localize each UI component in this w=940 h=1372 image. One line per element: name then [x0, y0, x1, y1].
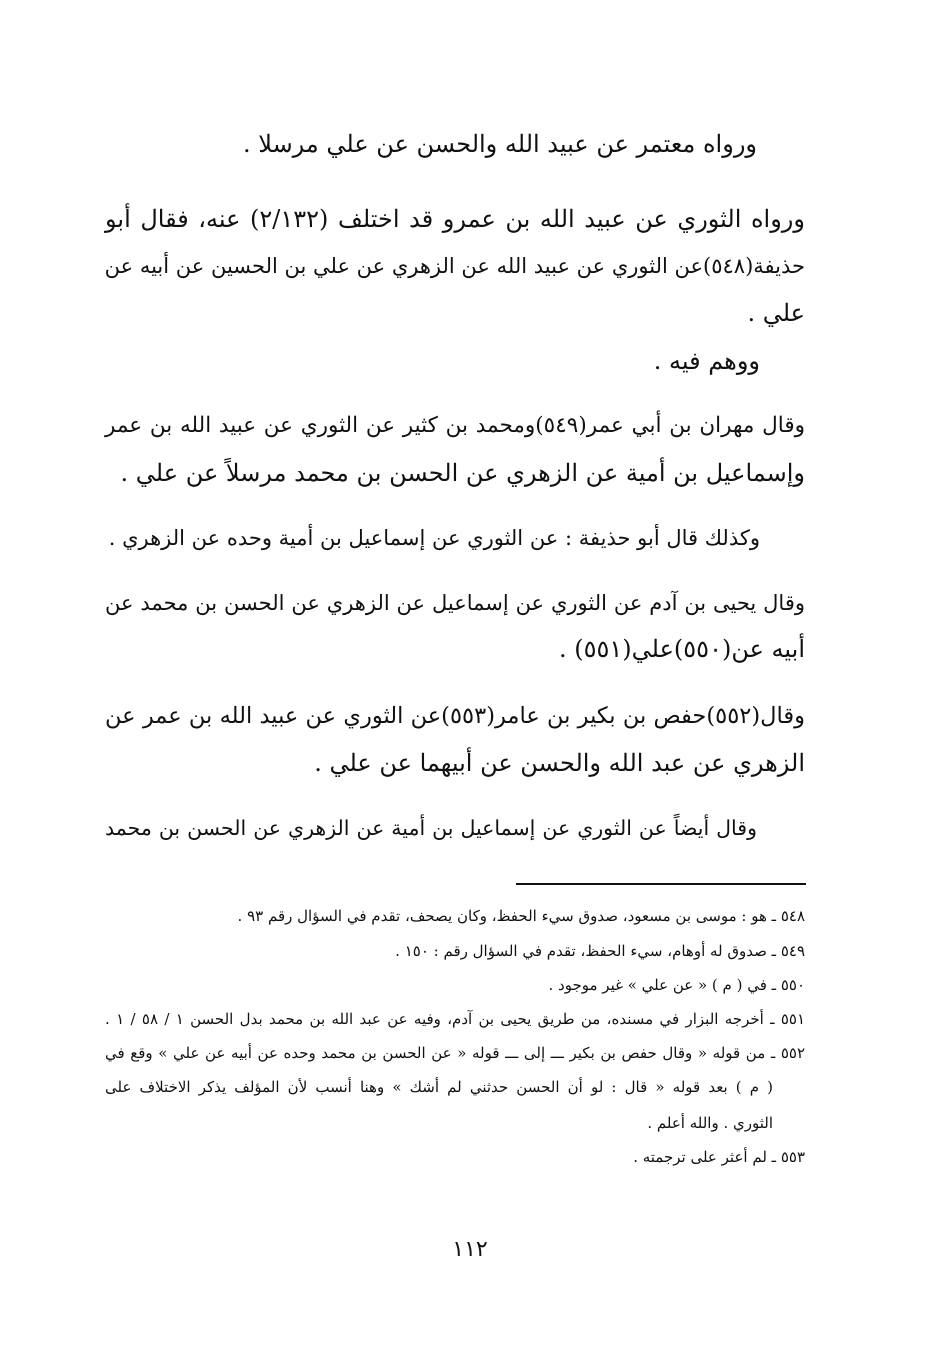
body-line-3: حذيفة(٥٤٨)عن الثوري عن عبيد الله عن الزهري عن علي بن الحسين عن أبيه عن [104, 254, 805, 278]
footnote-549: ٥٤٩ ـ صدوق له أوهام، سيء الحفظ، تقدم في السؤال رقم : ١٥٠ . [395, 942, 805, 960]
body-line-5: ووهم فيه . [653, 347, 760, 375]
page-number: ١١٢ [452, 1237, 488, 1262]
footnote-divider [516, 883, 806, 885]
footnote-551: ٥٥١ ـ أخرجه البزار في مسنده، من طريق يحيى بن آدم، وفيه عن عبد الله بن محمد بدل الحسن ١ / ٥٨ / ١ . [105, 1010, 806, 1028]
body-line-11: وقال(٥٥٢)حفص بن بكير بن عامر(٥٥٣)عن الثوري عن عبيد الله بن عمر عن [105, 703, 805, 729]
footnote-550: ٥٥٠ ـ في ( م ) « عن علي » غير موجود . [548, 976, 805, 994]
body-line-12: الزهري عن عبد الله والحسن عن أبيهما عن علي . [314, 749, 805, 777]
body-line-4: علي . [747, 299, 805, 327]
footnote-553: ٥٥٣ ـ لم أعثر على ترجمته . [633, 1148, 805, 1166]
body-line-13: وقال أيضاً عن الثوري عن إسماعيل بن أمية عن الزهري عن الحسن بن محمد [105, 816, 757, 840]
footnote-548: ٥٤٨ ـ هو : موسى بن مسعود، صدوق سيء الحفظ، وكان يصحف، تقدم في السؤال رقم ٩٣ . [237, 907, 805, 925]
footnote-552: ٥٥٢ ـ من قوله « وقال حفص بن بكير ـــ إلى ـــ قوله « عن الحسن بن محمد وحده عن أبيه عن علي » وقع في [105, 1044, 805, 1062]
body-line-7: وإسماعيل بن أمية عن الزهري عن الحسن بن محمد مرسلاً عن علي . [120, 459, 805, 487]
body-line-2: ورواه الثوري عن عبيد الله بن عمرو قد اختلف (٢/١٣٢) عنه، فقال أبو [105, 205, 805, 233]
body-line-6: وقال مهران بن أبي عمر(٥٤٩)ومحمد بن كثير عن الثوري عن عبيد الله بن عمر [105, 413, 805, 438]
body-line-10: أبيه عن(٥٥٠)علي(٥٥١) . [558, 635, 805, 663]
body-line-9: وقال يحيى بن آدم عن الثوري عن إسماعيل عن الزهري عن الحسن بن محمد عن [105, 591, 805, 615]
footnote-552-continued: ( م ) بعد قوله « قال : لو أن الحسن حدثني لم أشك » وهنا أنسب لأن المؤلف يذكر الاختلاف على [105, 1078, 773, 1096]
body-line-8: وكذلك قال أبو حذيفة : عن الثوري عن إسماعيل بن أمية وحده عن الزهري . [108, 526, 760, 550]
footnote-552-end: الثوري . والله أعلم . [647, 1114, 773, 1132]
body-line-1: ورواه معتمر عن عبيد الله والحسن عن علي مرسلا . [242, 130, 757, 158]
